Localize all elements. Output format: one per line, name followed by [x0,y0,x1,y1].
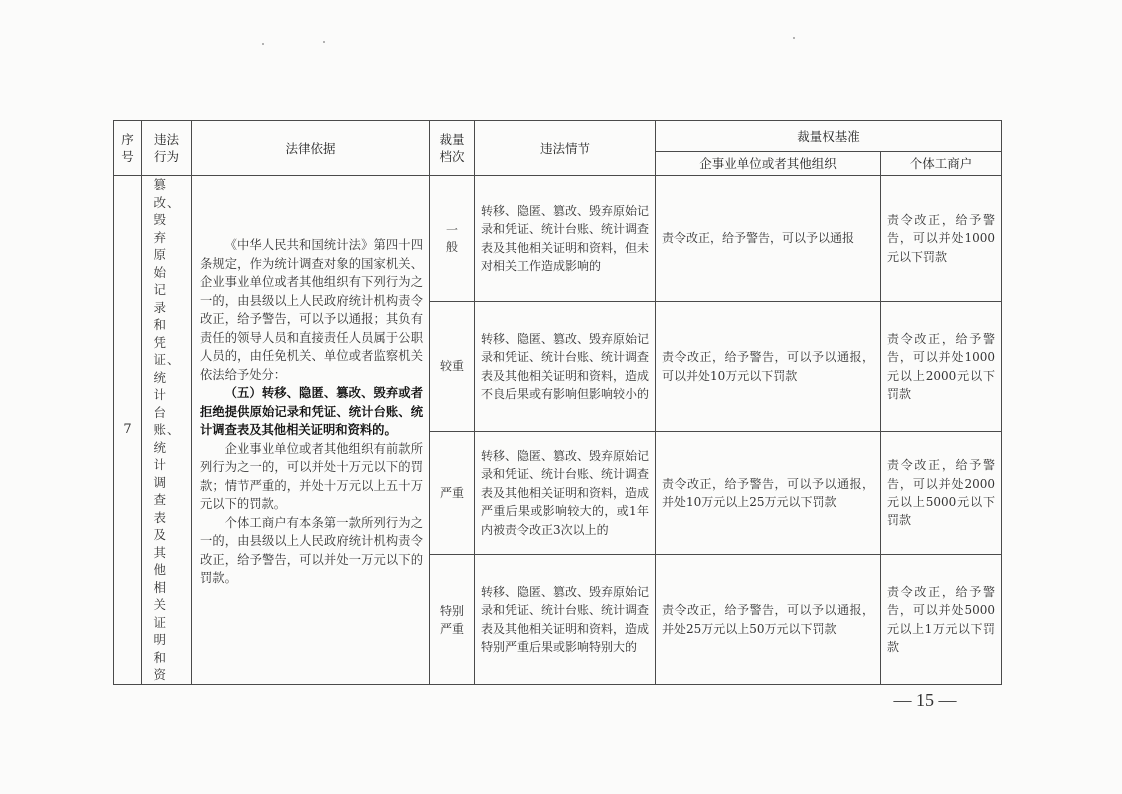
legal-basis-p1: 《中华人民共和国统计法》第四十四条规定，作为统计调查对象的国家机关、企业事业单位或者其他组织有下列行为之一的，由县级以上人民政府统计机构责令改正，给予警告，可以予以通报；其负有责任的领导人员和直接责任人员属于公职人员的，由任免机关、单位或者监察机关依法给予处分： [200,238,423,382]
legal-basis-p4: 个体工商户有本条第一款所列行为之一的，由县级以上人民政府统计机构责令改正，给予警告，可以并处一万元以下的罚款。 [200,515,423,585]
circumstance-cell-serious: 转移、隐匿、篡改、毁弃原始记录和凭证、统计台账、统计调查表及其他相关证明和资料，造成不良后果或有影响但影响较小的 [481,331,650,401]
header-benchmark: 裁量权基准 [797,128,860,144]
level-cell-extreme: 特别严重 [439,603,464,636]
legal-basis-p2: （五）转移、隐匿、篡改、毁弃或者拒绝提供原始记录和凭证、统计台账、统计调查表及其他相关证明和资料的。 [200,385,423,437]
header-seq: 序号 [121,132,134,164]
enterprise-penalty-serious: 责令改正，给予警告，可以予以通报，可以并处10万元以下罚款 [662,350,874,383]
level-cell-serious: 较重 [439,359,464,374]
individual-penalty-extreme: 责令改正，给予警告，可以并处5000元以上1万元以下罚款 [887,584,995,654]
row-seq: 7 [123,421,132,437]
row-legal-basis [192,232,429,652]
individual-penalty-serious: 责令改正，给予警告，可以并处1000元以上2000元以下罚款 [887,331,995,401]
circumstance-cell-extreme: 转移、隐匿、篡改、毁弃原始记录和凭证、统计台账、统计调查表及其他相关证明和资料，造成特别严重后果或影响特别大的 [481,584,650,654]
enterprise-penalty-general: 责令改正，给予警告，可以予以通报 [662,231,855,246]
header-level: 裁量档次 [439,132,465,164]
individual-penalty-severe: 责令改正，给予警告，可以并处2000元以上5000元以下罚款 [887,458,995,528]
individual-penalty-general: 责令改正，给予警告，可以并处1000元以下罚款 [887,212,995,264]
page-number: — 15 — [893,690,957,710]
level-cell-general: 一般 [445,222,458,254]
enterprise-penalty-extreme: 责令改正，给予警告，可以予以通报，并处25万元以上50万元以下罚款 [662,603,874,636]
scan-speck [793,37,795,39]
circumstance-cell-severe: 转移、隐匿、篡改、毁弃原始记录和凭证、统计台账、统计调查表及其他相关证明和资料，造成严重后果或影响较大的，或1年内被责令改正3次以上的 [481,448,650,537]
header-violation: 违法行为 [153,132,179,164]
level-cell-severe: 严重 [439,485,464,500]
header-circumstance: 违法情节 [539,140,590,156]
scan-speck [262,43,264,45]
circumstance-cell-general: 转移、隐匿、篡改、毁弃原始记录和凭证、统计台账、统计调查表及其他相关证明和资料，但未对相关工作造成影响的 [481,203,650,273]
discretion-table [113,120,1002,685]
legal-basis-p3: 企业事业单位或者其他组织有前款所列行为之一的，可以并处十万元以下的罚款；情节严重的，并处十万元以上五十万元以下的罚款。 [200,441,423,511]
header-enterprise: 企事业单位或者其他组织 [699,156,837,171]
scan-speck [323,41,325,43]
header-individual: 个体工商户 [909,156,973,171]
header-legal-basis: 法律依据 [285,140,336,156]
enterprise-penalty-severe: 责令改正，给予警告，可以予以通报，并处10万元以上25万元以下罚款 [662,476,874,509]
row-violation: 篡改、毁弃原始记录和凭证、统计台账、统计调查表及其他相关证明和资 [153,177,181,683]
